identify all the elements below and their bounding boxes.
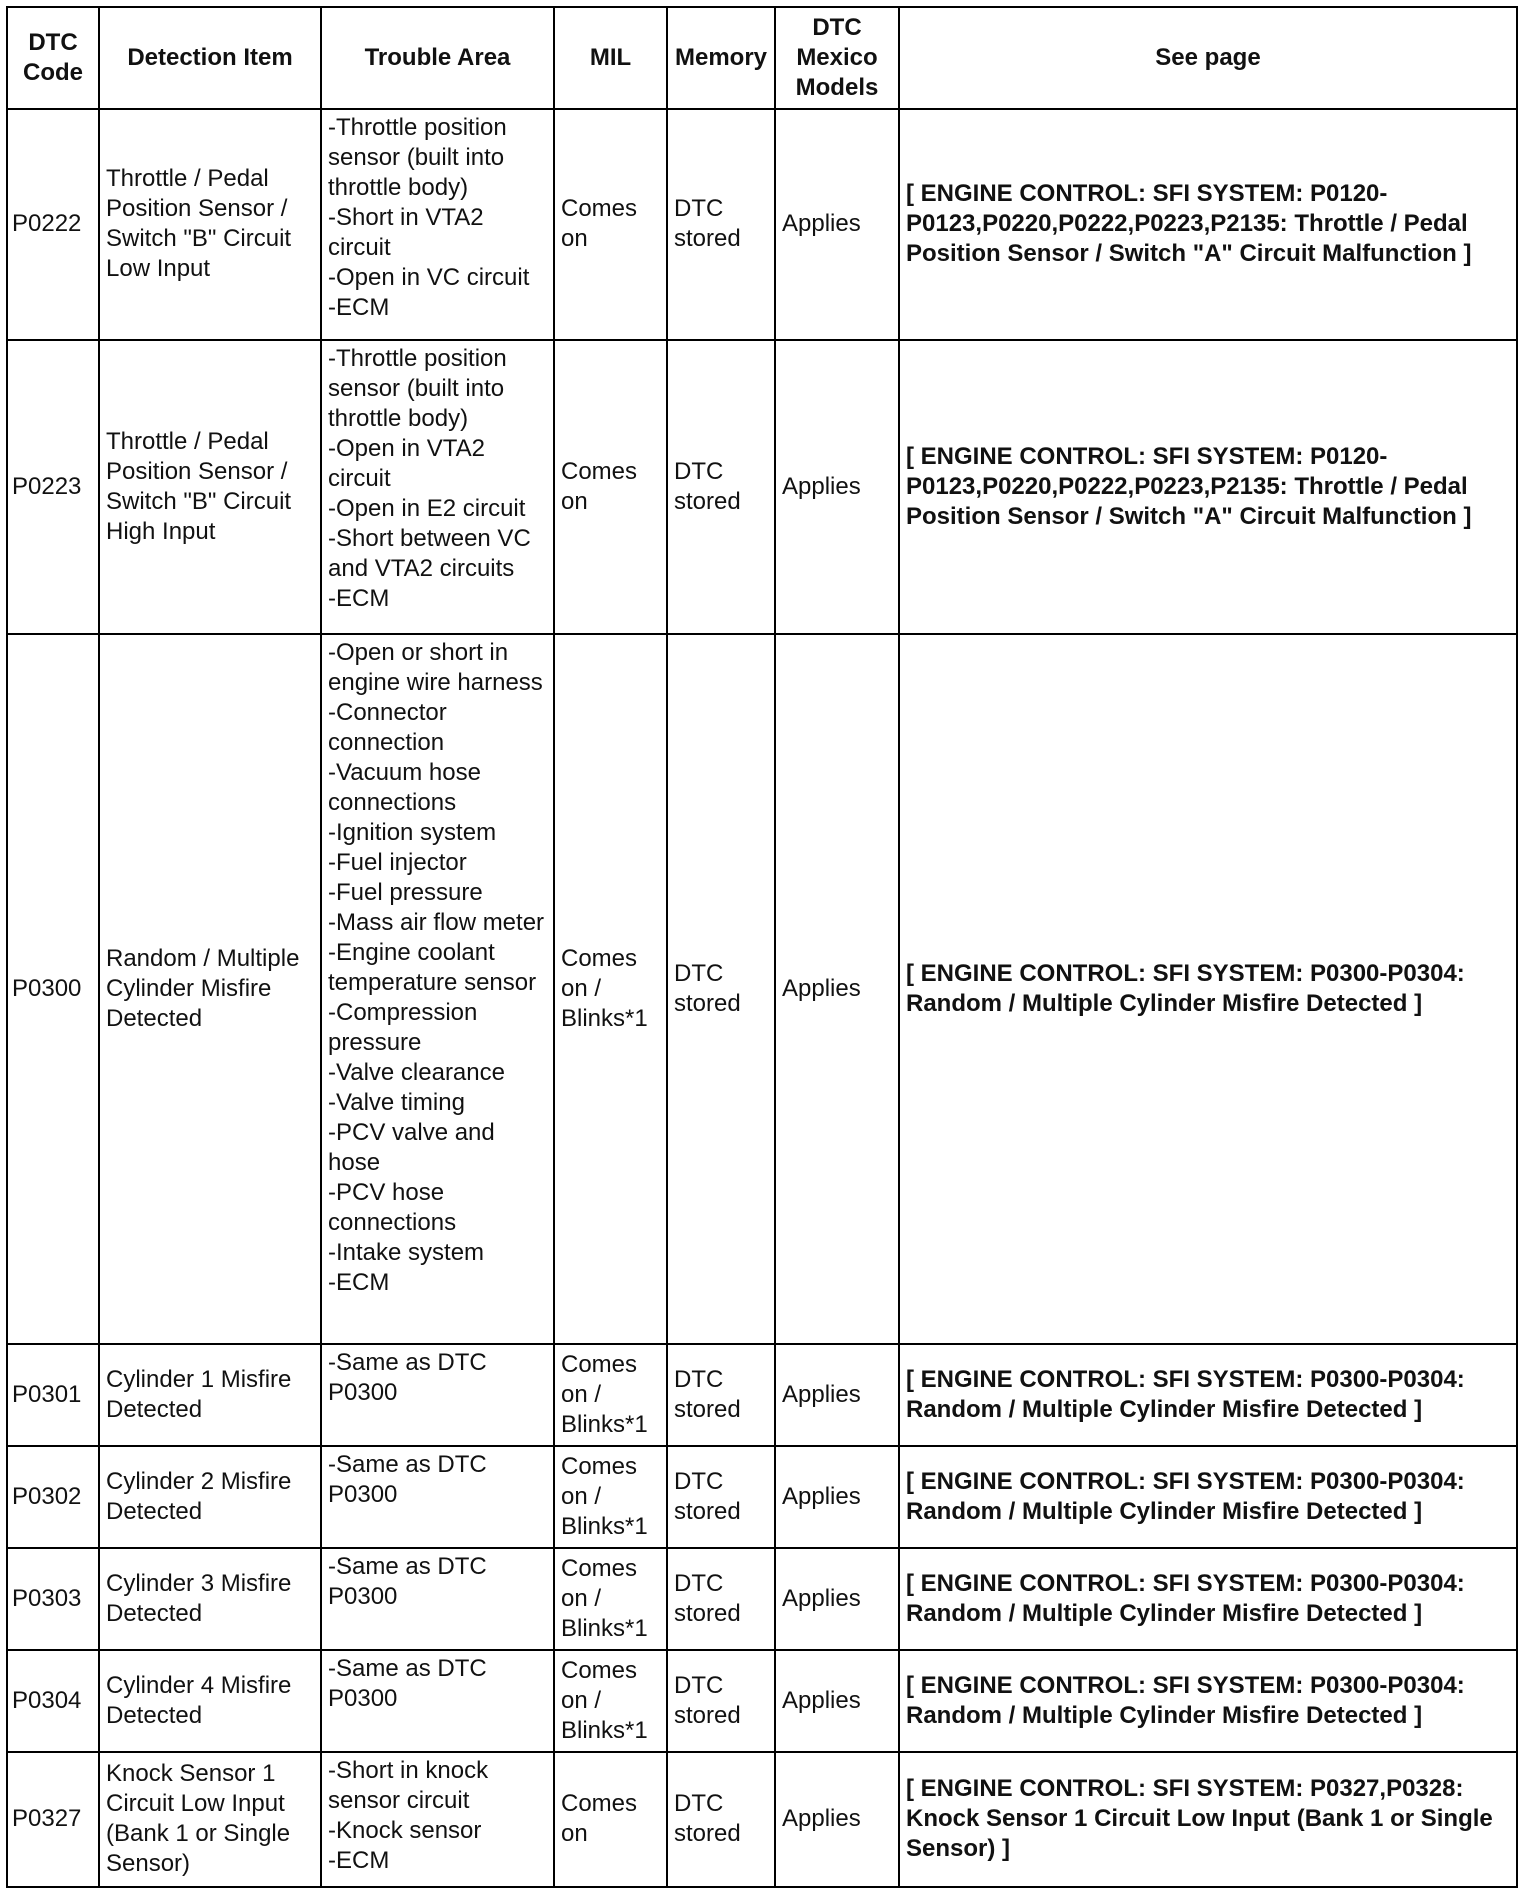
trouble-area-item: -Open in E2 circuit [328,494,526,522]
header-memory: Memory [667,7,775,109]
trouble-area-item: -PCV valve and hose [328,1119,495,1177]
mil-cell: Comes on [554,1752,667,1887]
mil-cell: Comes on / Blinks*1 [554,1446,667,1548]
detection-item-cell: Knock Sensor 1 Circuit Low Input (Bank 1 or Single Sensor) [99,1752,321,1887]
detection-item-cell: Random / Multiple Cylinder Misfire Detected [99,634,321,1343]
see-page-link[interactable]: [ ENGINE CONTROL: SFI SYSTEM: P0300-P0304: Random / Multiple Cylinder Misfire Detected ] [899,1548,1517,1650]
header-trouble-area: Trouble Area [321,7,554,109]
table-row-p0302 [7,1446,1517,1548]
memory-cell: DTC stored [667,634,775,1343]
detection-item-cell: Cylinder 3 Misfire Detected [99,1548,321,1650]
memory-cell: DTC stored [667,1752,775,1887]
trouble-area-item: -Valve clearance [328,1059,505,1087]
header-detection-item: Detection Item [99,7,321,109]
memory-cell: DTC stored [667,340,775,635]
header-dtc-mexico-models [775,7,899,109]
header-see-page: See page [899,7,1517,109]
mexico-models-cell: Applies [775,634,899,1343]
see-page-link[interactable]: [ ENGINE CONTROL: SFI SYSTEM: P0300-P0304: Random / Multiple Cylinder Misfire Detected ] [899,1344,1517,1446]
trouble-area-item: -Knock sensor [328,1816,482,1844]
see-page-link[interactable]: [ ENGINE CONTROL: SFI SYSTEM: P0300-P0304: Random / Multiple Cylinder Misfire Detected ] [899,634,1517,1343]
trouble-area-item: -PCV hose connections [328,1179,457,1237]
header-dtc-mexico-line: Models [795,74,879,101]
mexico-models-cell: Applies [775,1548,899,1650]
trouble-area-item: -Open in VTA2 circuit [328,434,485,492]
header-dtc-code [7,7,99,109]
memory-cell: DTC stored [667,1344,775,1446]
trouble-area-item: -Fuel injector [328,849,467,877]
table-row-p0300 [7,634,1517,1343]
mexico-models-cell: Applies [775,1344,899,1446]
trouble-area-item: -Compression pressure [328,999,478,1057]
trouble-area-item: -Engine coolant temperature sensor [328,939,537,997]
dtc-code-cell: P0302 [7,1446,99,1548]
trouble-area-cell [321,1344,554,1446]
mexico-models-cell: Applies [775,109,899,340]
trouble-area-item: -Same as DTC P0300 [328,1450,487,1508]
trouble-area-cell [321,109,554,340]
trouble-area-item: -Short in knock sensor circuit [328,1756,489,1814]
trouble-area-item: -Throttle position sensor (built into throttle body) [328,344,507,432]
detection-item-cell: Cylinder 4 Misfire Detected [99,1650,321,1752]
trouble-area-item: -ECM [328,1846,390,1874]
trouble-area-item: -Throttle position sensor (built into throttle body) [328,114,507,201]
dtc-table [6,6,1518,1888]
header-row [7,7,1517,109]
detection-item-cell: Cylinder 1 Misfire Detected [99,1344,321,1446]
trouble-area-cell [321,1446,554,1548]
dtc-code-cell: P0327 [7,1752,99,1887]
mexico-models-cell: Applies [775,340,899,635]
dtc-code-cell: P0303 [7,1548,99,1650]
dtc-table-body [7,109,1517,1887]
trouble-area-cell [321,1548,554,1650]
trouble-area-cell [321,1650,554,1752]
memory-cell: DTC stored [667,1650,775,1752]
trouble-area-item: -ECM [328,584,390,612]
trouble-area-item: -Open in VC circuit [328,264,530,291]
dtc-code-cell: P0301 [7,1344,99,1446]
trouble-area-item: -ECM [328,1269,390,1297]
table-row-p0304 [7,1650,1517,1752]
trouble-area-cell [321,1752,554,1887]
dtc-code-cell: P0223 [7,340,99,635]
dtc-code-cell: P0222 [7,109,99,340]
trouble-area-cell [321,340,554,635]
mexico-models-cell: Applies [775,1650,899,1752]
dtc-code-cell: P0300 [7,634,99,1343]
trouble-area-item: -Open or short in engine wire harness [328,639,543,697]
see-page-link[interactable]: [ ENGINE CONTROL: SFI SYSTEM: P0327,P0328: Knock Sensor 1 Circuit Low Input (Bank 1 or Single Sensor) ] [899,1752,1517,1887]
trouble-area-item: -Fuel pressure [328,879,483,907]
detection-item-cell: Throttle / Pedal Position Sensor / Switch "B" Circuit Low Input [99,109,321,340]
trouble-area-item: -Connector connection [328,699,447,757]
header-mil: MIL [554,7,667,109]
trouble-area-item: -Intake system [328,1239,485,1267]
table-row-p0223 [7,340,1517,635]
trouble-area-item: -Same as DTC P0300 [328,1552,487,1610]
table-row-p0327 [7,1752,1517,1887]
trouble-area-item: -Ignition system [328,819,497,847]
header-dtc-mexico-line: DTC [812,14,862,41]
trouble-area-item: -Same as DTC P0300 [328,1348,487,1406]
trouble-area-item: -Short between VC and VTA2 circuits [328,524,531,582]
trouble-area-cell [321,634,554,1343]
mil-cell: Comes on [554,340,667,635]
memory-cell: DTC stored [667,1548,775,1650]
trouble-area-item: -ECM [328,294,390,321]
detection-item-cell: Cylinder 2 Misfire Detected [99,1446,321,1548]
mil-cell: Comes on / Blinks*1 [554,1650,667,1752]
mil-cell: Comes on / Blinks*1 [554,634,667,1343]
detection-item-cell: Throttle / Pedal Position Sensor / Switch "B" Circuit High Input [99,340,321,635]
dtc-code-cell: P0304 [7,1650,99,1752]
mexico-models-cell: Applies [775,1446,899,1548]
see-page-link[interactable]: [ ENGINE CONTROL: SFI SYSTEM: P0300-P0304: Random / Multiple Cylinder Misfire Detected ] [899,1446,1517,1548]
header-dtc-code-line: DTC [28,29,78,56]
trouble-area-item: -Same as DTC P0300 [328,1654,487,1712]
table-row-p0222 [7,109,1517,340]
see-page-link[interactable]: [ ENGINE CONTROL: SFI SYSTEM: P0120-P0123,P0220,P0222,P0223,P2135: Throttle / Pedal Position Sensor / Switch "A" Circuit Malfunction ] [899,109,1517,340]
memory-cell: DTC stored [667,109,775,340]
trouble-area-item: -Vacuum hose connections [328,759,481,817]
see-page-link[interactable]: [ ENGINE CONTROL: SFI SYSTEM: P0120-P0123,P0220,P0222,P0223,P2135: Throttle / Pedal Position Sensor / Switch "A" Circuit Malfunction ] [899,340,1517,635]
trouble-area-item: -Short in VTA2 circuit [328,204,484,261]
trouble-area-item: -Mass air flow meter [328,909,545,937]
table-row-p0301 [7,1344,1517,1446]
header-dtc-mexico-line: Mexico [796,44,878,71]
memory-cell: DTC stored [667,1446,775,1548]
mexico-models-cell: Applies [775,1752,899,1887]
mil-cell: Comes on / Blinks*1 [554,1548,667,1650]
trouble-area-item: -Valve timing [328,1089,465,1117]
header-dtc-code-line: Code [23,59,83,86]
see-page-link[interactable]: [ ENGINE CONTROL: SFI SYSTEM: P0300-P0304: Random / Multiple Cylinder Misfire Detected ] [899,1650,1517,1752]
table-row-p0303 [7,1548,1517,1650]
mil-cell: Comes on [554,109,667,340]
mil-cell: Comes on / Blinks*1 [554,1344,667,1446]
